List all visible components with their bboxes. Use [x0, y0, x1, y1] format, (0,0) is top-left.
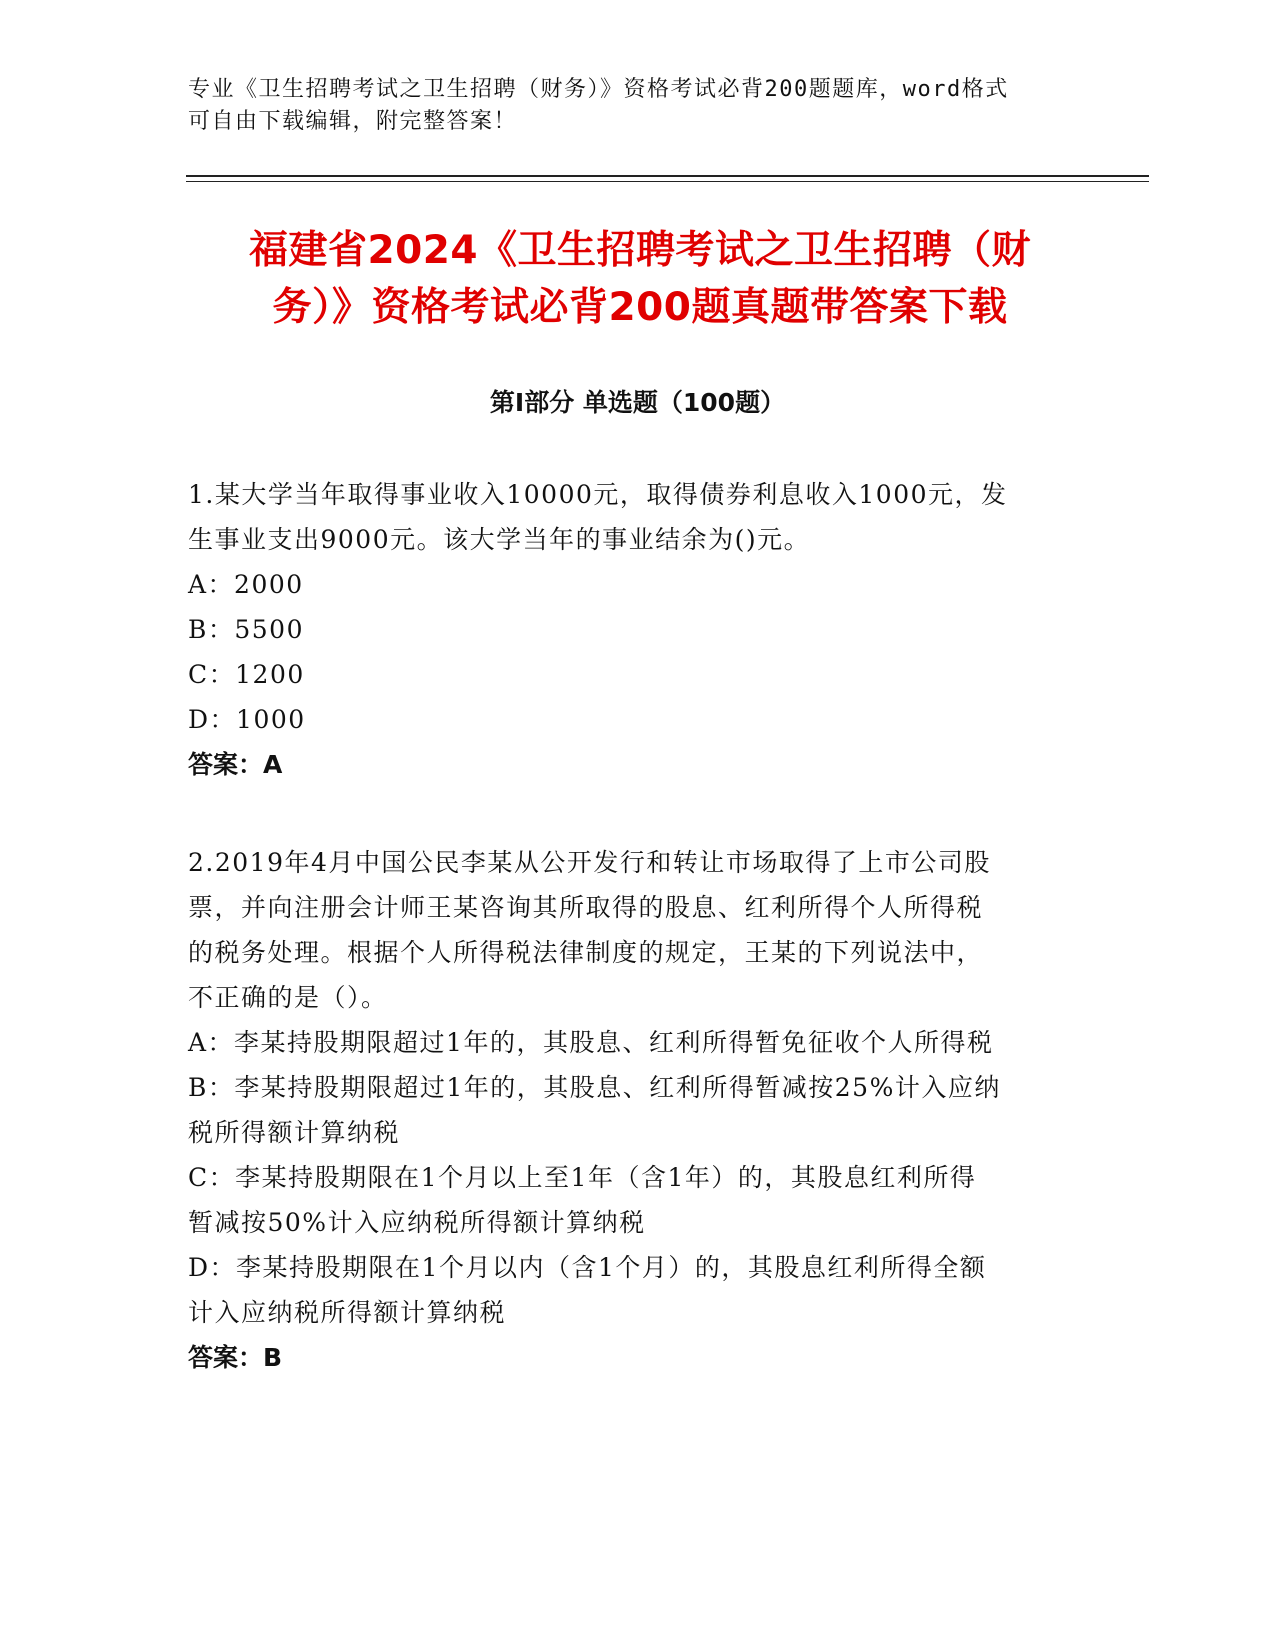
option-c-continued: 暂减按50%计入应纳税所得额计算纳税 [188, 1208, 646, 1237]
option-b-continued: 税所得额计算纳税 [188, 1118, 401, 1147]
option-b: B：李某持股期限超过1年的，其股息、红利所得暂减按25%计入应纳 [188, 1073, 1001, 1102]
question-stem-line: 1.某大学当年取得事业收入10000元，取得债券利息收入1000元，发 [188, 480, 1008, 509]
option-d: D：李某持股期限在1个月以内（含1个月）的，其股息红利所得全额 [188, 1253, 987, 1282]
question-2 [188, 840, 1088, 1380]
question-1 [188, 472, 1088, 787]
section-heading: 第Ⅰ部分 单选题（100题） [489, 388, 786, 417]
option-a: A：2000 [188, 570, 304, 599]
intro-text [188, 74, 1068, 138]
option-d-continued: 计入应纳税所得额计算纳税 [188, 1298, 507, 1327]
option-c: C：1200 [188, 660, 305, 689]
question-stem-line: 的税务处理。根据个人所得税法律制度的规定，王某的下列说法中， [188, 938, 984, 967]
header-rule-thick [186, 175, 1149, 177]
question-stem-line: 生事业支出9000元。该大学当年的事业结余为()元。 [188, 525, 811, 554]
question-stem-line: 不正确的是（）。 [188, 983, 388, 1012]
intro-line: 专业《卫生招聘考试之卫生招聘（财务）》资格考试必背200题题库，word格式 [188, 77, 1009, 102]
option-b: B：5500 [188, 615, 304, 644]
option-c: C：李某持股期限在1个月以上至1年（含1年）的，其股息红利所得 [188, 1163, 977, 1192]
intro-line: 可自由下载编辑，附完整答案！ [188, 109, 518, 134]
document-title [190, 222, 1090, 336]
option-a: A：李某持股期限超过1年的，其股息、红利所得暂免征收个人所得税 [188, 1028, 994, 1057]
title-line: 福建省2024《卫生招聘考试之卫生招聘（财 [248, 228, 1032, 273]
answer-line: 答案：B [188, 1343, 283, 1372]
question-stem-line: 2.2019年4月中国公民李某从公开发行和转让市场取得了上市公司股 [188, 848, 991, 877]
question-stem-line: 票，并向注册会计师王某咨询其所取得的股息、红利所得个人所得税 [188, 893, 984, 922]
title-line: 务）》资格考试必背200题真题带答案下载 [272, 285, 1008, 330]
answer-line: 答案：A [188, 750, 283, 779]
option-d: D：1000 [188, 705, 306, 734]
header-rule-thin [186, 181, 1149, 182]
